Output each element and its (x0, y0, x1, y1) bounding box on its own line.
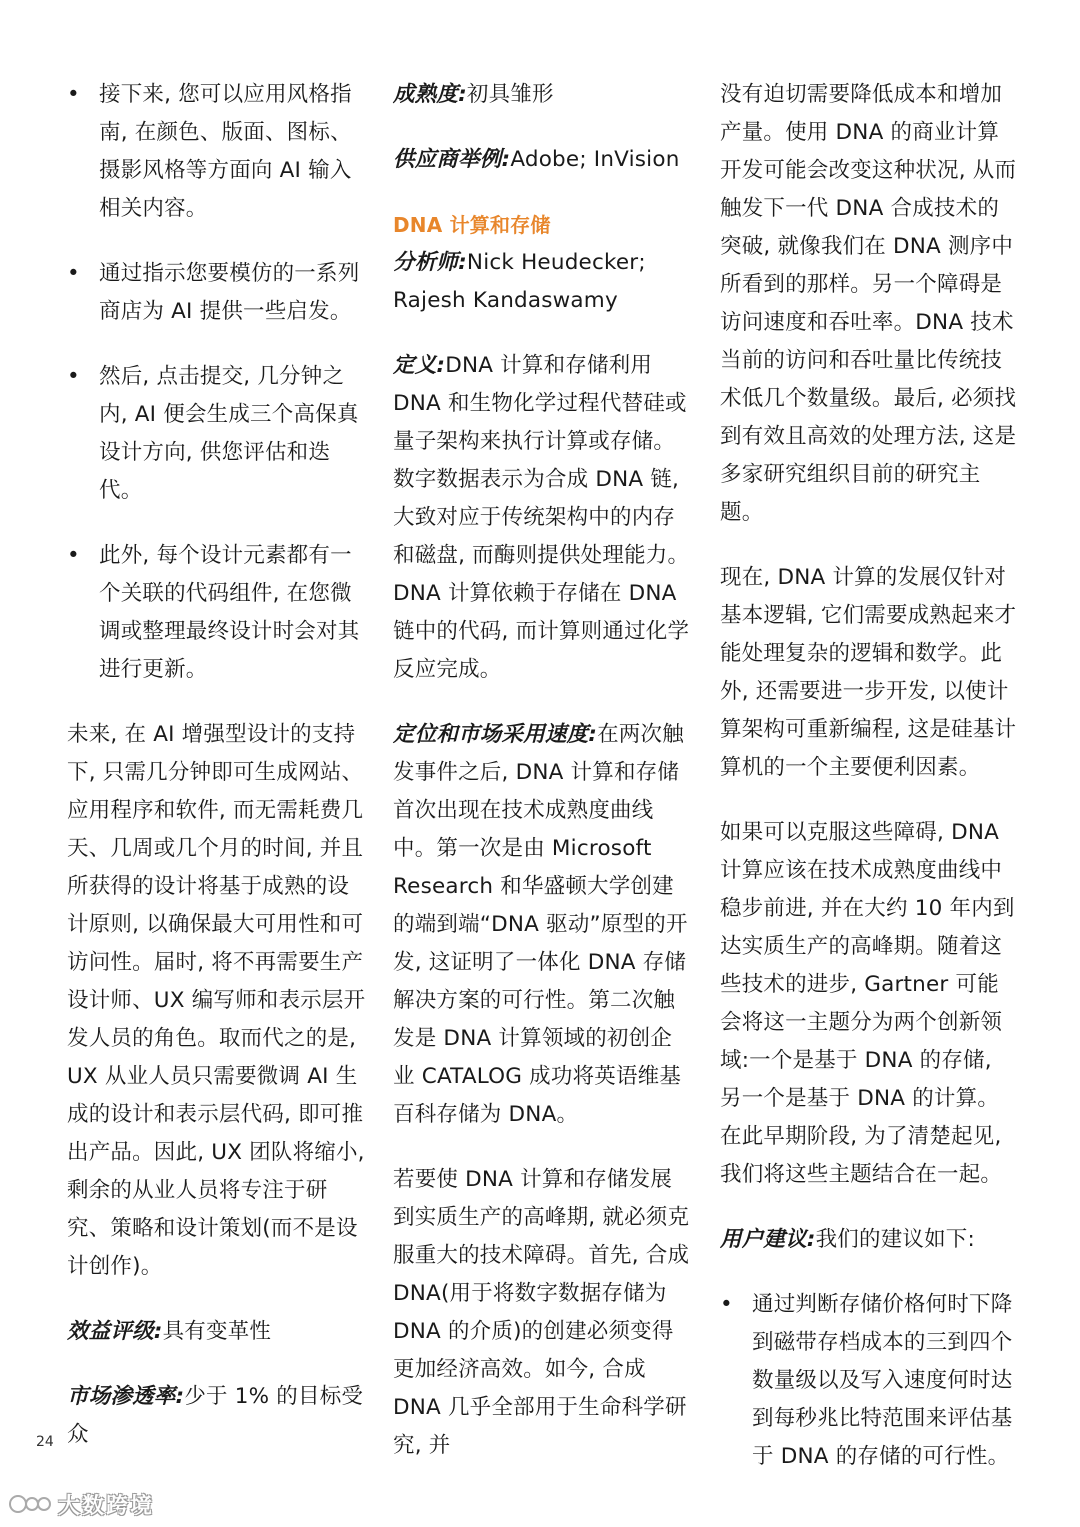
analyst (393, 244, 693, 320)
list-item: • 此外, 每个设计元素都有一个关联的代码组件, 在您微调或整理最终设计时会对其进行更新。 (67, 537, 367, 689)
definition-label: 定义: (393, 353, 446, 378)
page-number: 24 (36, 1434, 54, 1450)
position-adoption (393, 716, 693, 1134)
definition-value: DNA 计算和存储利用 DNA 和生物化学过程代替硅或量子架构来执行计算或存储。数字数据表示为合成 DNA 链, 大致对应于传统架构中的内存和磁盘, 而酶则提供处理能力。DNA 计算依赖于存储在 DNA 链中的代码, 而计算则通过化学反应完成。 (393, 353, 690, 682)
body-paragraph: 未来, 在 AI 增强型设计的支持下, 只需几分钟即可生成网站、应用程序和软件, 而无需耗费几天、几周或几个月的时间, 并且所获得的设计将基于成熟的设计原则, 以确保最大可用性和可访问性。届时, 将不再需要生产设计师、UX 编写师和表示层开发人员的角色。取而代之的是, UX 从业人员只需要微调 AI 生成的设计和表示层代码, 即可推出产品。因此, UX 团队将缩小, 剩余的从业人员将专注于研究、策略和设计策划(而不是设计创作)。 (67, 722, 366, 1279)
column-left (67, 76, 367, 1481)
advice-value: 我们的建议如下: (815, 1227, 975, 1252)
section-title: DNA 计算和存储 (393, 213, 551, 237)
definition (393, 347, 693, 689)
watermark-logo-icon (8, 1491, 52, 1517)
maturity-value: 初具雏形 (466, 82, 554, 107)
position-label: 定位和市场采用速度: (393, 722, 598, 747)
maturity (393, 76, 693, 114)
bullet-list (720, 1286, 1020, 1476)
penetration-value: 少于 1% 的目标受众 (67, 1384, 364, 1447)
watermark-text: 大数跨境 (58, 1493, 155, 1519)
position-value: 在两次触发事件之后, DNA 计算和存储首次出现在技术成熟度曲线中。第一次是由 Microsoft Research 和华盛顿大学创建的端到端“DNA 驱动”原型的开发, 这证明了一体化 DNA 存储解决方案的可行性。第二次触发是 DNA 计算领域的初创企业 CATALOG 成功将英语维基百科存储为 DNA。 (393, 722, 688, 1127)
vendors-value: Adobe; InVision (510, 147, 680, 172)
sample-vendors (393, 141, 693, 179)
user-advice (720, 1221, 1020, 1259)
body-paragraph: 现在, DNA 计算的发展仅针对基本逻辑, 它们需要成熟起来才能处理复杂的逻辑和数学。此外, 还需要进一步开发, 以使计算架构可重新编程, 这是硅基计算机的一个主要便利因素。 (720, 565, 1017, 780)
column-middle (393, 76, 693, 1492)
list-item: • 通过判断存储价格何时下降到磁带存档成本的三到四个数量级以及写入速度何时达到每秒兆比特范围来评估基于 DNA 的存储的可行性。 (720, 1286, 1020, 1476)
benefit-value: 具有变革性 (162, 1319, 272, 1344)
maturity-label: 成熟度: (393, 82, 467, 107)
body-paragraph: 如果可以克服这些障碍, DNA 计算应该在技术成熟度曲线中稳步前进, 并在大约 10 年内到达实质生产的高峰期。随着这些技术的进步, Gartner 可能会将这一主题分为两个创新领域:一个是基于 DNA 的存储, 另一个是基于 DNA 的计算。在此早期阶段, 为了清楚起见, 我们将这些主题结合在一起。 (720, 820, 1015, 1187)
advice-label: 用户建议: (720, 1227, 816, 1252)
analyst-label: 分析师: (393, 250, 467, 275)
penetration-label: 市场渗透率: (67, 1384, 185, 1409)
vendors-label: 供应商举例: (393, 147, 511, 172)
analyst-value: Nick Heudecker; Rajesh Kandaswamy (393, 250, 646, 313)
body-paragraph: 若要使 DNA 计算和存储发展到实质生产的高峰期, 就必须克服重大的技术障碍。首先, 合成 DNA(用于将数字数据存储为 DNA 的介质)的创建必须变得更加经济高效。如今, 合成 DNA 几乎全部用于生命科学研究, 并 (393, 1167, 690, 1458)
market-penetration (67, 1378, 367, 1454)
list-item: • 接下来, 您可以应用风格指南, 在颜色、版面、图标、摄影风格等方面向 AI 输入相关内容。 (67, 76, 367, 228)
watermark (8, 1489, 154, 1519)
benefit-rating (67, 1313, 367, 1351)
column-right (720, 76, 1020, 1503)
bullet-list (67, 76, 367, 689)
benefit-label: 效益评级: (67, 1319, 163, 1344)
body-paragraph: 没有迫切需要降低成本和增加产量。使用 DNA 的商业计算开发可能会改变这种状况, 从而触发下一代 DNA 合成技术的突破, 就像我们在 DNA 测序中所看到的那样。另一个障碍是访问速度和吞吐率。DNA 技术当前的访问和吞吐量比传统技术低几个数量级。最后, 必须找到有效且高效的处理方法, 这是多家研究组织目前的研究主题。 (720, 82, 1017, 525)
list-item: • 通过指示您要模仿的一系列商店为 AI 提供一些启发。 (67, 255, 367, 331)
list-item: • 然后, 点击提交, 几分钟之内, AI 便会生成三个高保真设计方向, 供您评估和迭代。 (67, 358, 367, 510)
